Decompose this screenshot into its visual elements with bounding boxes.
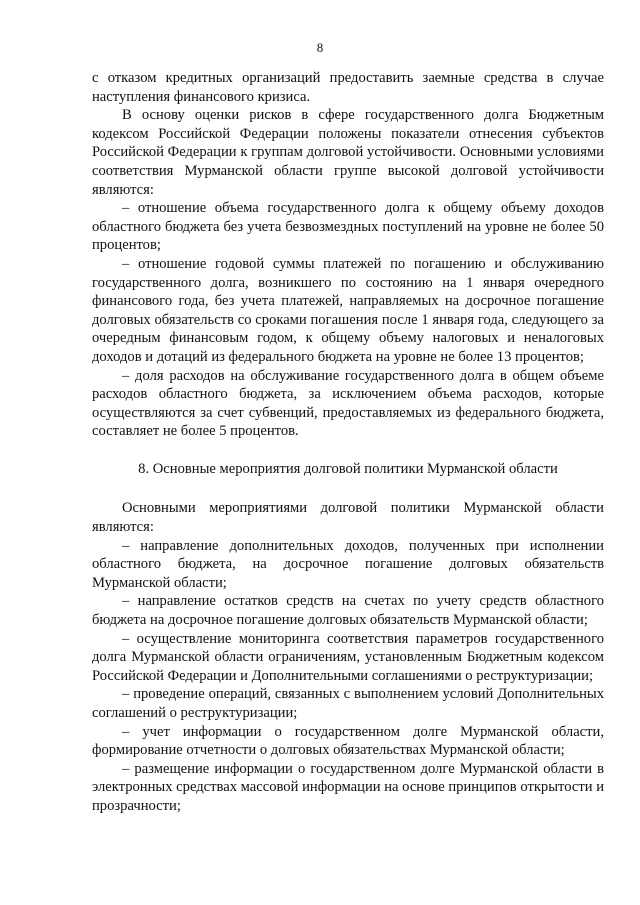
list-item-debt-ratio: – отношение объема государственного долга к общему объему доходов областного бюджета без учета безвозмездных поступлений на уровне не более 50 процентов; [92,200,604,254]
document-body [92,69,604,816]
list-item-monitoring: – осуществление мониторинга соответствия параметров государственного долга Мурманской области ограничениям, установленным Бюджетным кодексом Российской Федерации и Дополнительными соглашениями о реструктуризации; [92,630,604,684]
section-heading: 8. Основные мероприятия долговой политики Мурманской области [138,460,558,477]
list-item-expenses-share: – доля расходов на обслуживание государственного долга в общем объеме расходов областного бюджета, за исключением объема расходов, которые осуществляются за счет субвенций, предоставляемых из федерального бюджета, составляет не более 5 процентов. [92,367,604,440]
list-item-accounting: – учет информации о государственном долге Мурманской области, формирование отчетности о долговых обязательствах Мурманской области; [92,723,604,759]
paragraph-measures-intro: Основными мероприятиями долговой политики Мурманской области являются: [92,500,604,536]
list-item-publication: – размещение информации о государственном долге Мурманской области в электронных средствах массовой информации на основе принципов открытости и прозрачности; [92,760,604,814]
list-item-account-balances: – направление остатков средств на счетах по учету средств областного бюджета на досрочное погашение долговых обязательств Мурманской области; [92,593,604,629]
paragraph-continuation: с отказом кредитных организаций предоставить заемные средства в случае наступления финансового кризиса. [92,70,604,105]
list-item-payments-ratio: – отношение годовой суммы платежей по погашению и обслуживанию государственного долга, возникшего по состоянию на 1 января очередного финансового года, без учета платежей, направляемых на досрочное погашение долговых обязательств со сроками погашения после 1 января года, следующего за очередным финансовым годом, к общему объему налоговых и неналоговых доходов и дотаций из федерального бюджета на уровне не более 13 процентов; [92,255,604,365]
list-item-operations: – проведение операций, связанных с выполнением условий Дополнительных соглашений о реструктуризации; [92,686,604,721]
paragraph-risk-assessment: В основу оценки рисков в сфере государственного долга Бюджетным кодексом Российской Федерации положены показатели отнесения субъектов Российской Федерации к группам долговой устойчивости. Основными условиями соответствия Мурманской области группе высокой долговой устойчивости являются: [92,107,604,198]
page-number: 8 [316,40,324,55]
list-item-additional-revenue: – направление дополнительных доходов, полученных при исполнении областного бюджета, на досрочное погашение долговых обязательств Мурманской области; [92,537,604,591]
